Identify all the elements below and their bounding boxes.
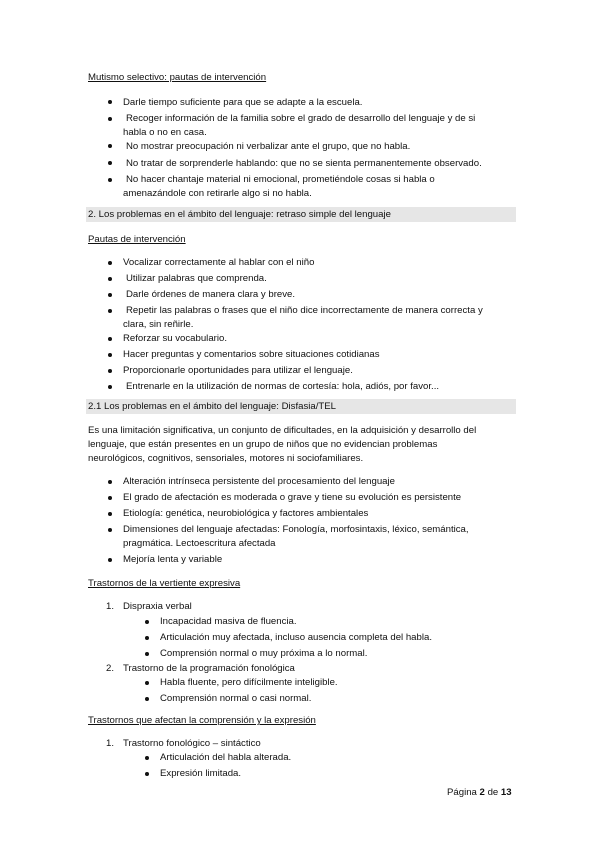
bullet-icon [108,117,112,121]
bullet-icon [108,144,112,148]
section-heading-mutismo: Mutismo selectivo: pautas de intervención [88,72,267,83]
bullet-icon [108,353,112,357]
sub-list-item: Habla fluente, pero difícilmente inteligible. [160,677,338,688]
bullet-icon [108,369,112,373]
sub-list-item: Articulación del habla alterada. [160,752,292,763]
bullet-icon [108,178,112,182]
list-item: Darle tiempo suficiente para que se adapte a la escuela. [123,97,363,108]
list-item: No hacer chantaje material ni emocional, prometiéndole cosas si habla o [126,174,435,185]
list-item: Entrenarle en la utilización de normas de cortesía: hola, adiós, por favor... [126,381,440,392]
bullet-icon [108,528,112,532]
bullet-icon [108,385,112,389]
list-item: Dimensiones del lenguaje afectadas: Fonología, morfosintaxis, léxico, semántica, [123,524,469,535]
bullet-icon [145,652,149,656]
bullet-icon [108,558,112,562]
list-item: Etiología: genética, neurobiológica y factores ambientales [123,508,369,519]
page-of-label: de [487,787,499,798]
subheading-comprension-expresion: Trastornos que afectan la comprensión y la expresión [88,715,316,726]
sub-list-item: Articulación muy afectada, incluso ausencia completa del habla. [160,632,432,643]
sub-list-item: Comprensión normal o muy próxima a lo normal. [160,648,368,659]
list-item: Recoger información de la familia sobre el grado de desarrollo del lenguaje y de si [126,113,476,124]
list-item: Proporcionarle oportunidades para utilizar el lenguaje. [123,365,353,376]
list-item: Mejoría lenta y variable [123,554,223,565]
section-title-disfasia: 2.1 Los problemas en el ámbito del lenguaje: Disfasia/TEL [88,401,336,412]
bullet-icon [145,697,149,701]
sub-list-item: Comprensión normal o casi normal. [160,693,312,704]
list-item: Hacer preguntas y comentarios sobre situaciones cotidianas [123,349,380,360]
list-item-continuation: clara, sin reñirle. [123,319,194,330]
bullet-icon [145,620,149,624]
list-item-continuation: habla o no en casa. [123,127,207,138]
list-item: Vocalizar correctamente al hablar con el niño [123,257,315,268]
bullet-icon [108,337,112,341]
bullet-icon [108,277,112,281]
list-item: Alteración intrínseca persistente del procesamiento del lenguaje [123,476,395,487]
paragraph-line: Es una limitación significativa, un conjunto de dificultades, en la adquisición y desarrollo del [88,425,477,436]
page-footer [447,786,512,799]
numbered-item: Trastorno de la programación fonológica [123,663,295,674]
bullet-icon [108,309,112,313]
list-item: No mostrar preocupación ni verbalizar ante el grupo, que no habla. [126,141,411,152]
page-label: Página [447,787,477,798]
page-total: 13 [500,787,512,798]
subheading-pautas: Pautas de intervención [88,234,186,245]
section-title-retraso: 2. Los problemas en el ámbito del lenguaje: retraso simple del lenguaje [88,209,391,220]
list-item: No tratar de sorprenderle hablando: que no se sienta permanentemente observado. [126,158,482,169]
bullet-icon [108,496,112,500]
bullet-icon [145,681,149,685]
bullet-icon [145,772,149,776]
sub-list-item: Expresión limitada. [160,768,242,779]
list-item: Darle órdenes de manera clara y breve. [126,289,296,300]
list-item: El grado de afectación es moderada o grave y tiene su evolución es persistente [123,492,462,503]
list-item-continuation: pragmática. Lectoescritura afectada [123,538,276,549]
paragraph-line: neurológicos, cognitivos, sensoriales, motores ni sociofamiliares. [88,453,364,464]
numbered-item: Trastorno fonológico – sintáctico [123,738,261,749]
list-number: 1. [106,601,115,612]
bullet-icon [108,161,112,165]
list-item: Repetir las palabras o frases que el niño dice incorrectamente de manera correcta y [126,305,483,316]
list-number: 2. [106,663,115,674]
bullet-icon [145,756,149,760]
bullet-icon [108,100,112,104]
list-number: 1. [106,738,115,749]
numbered-item: Dispraxia verbal [123,601,192,612]
page-number: 2 [479,787,485,798]
bullet-icon [108,512,112,516]
list-item: Reforzar su vocabulario. [123,333,227,344]
bullet-icon [108,480,112,484]
sub-list-item: Incapacidad masiva de fluencia. [160,616,297,627]
bullet-icon [145,636,149,640]
list-item: Utilizar palabras que comprenda. [126,273,267,284]
bullet-icon [108,293,112,297]
paragraph-line: lenguaje, que están presentes en un grupo de niños que no evidencian problemas [88,439,438,450]
subheading-vertiente-expresiva: Trastornos de la vertiente expresiva [88,578,241,589]
bullet-icon [108,261,112,265]
list-item-continuation: amenazándole con retirarle algo si no habla. [123,188,312,199]
